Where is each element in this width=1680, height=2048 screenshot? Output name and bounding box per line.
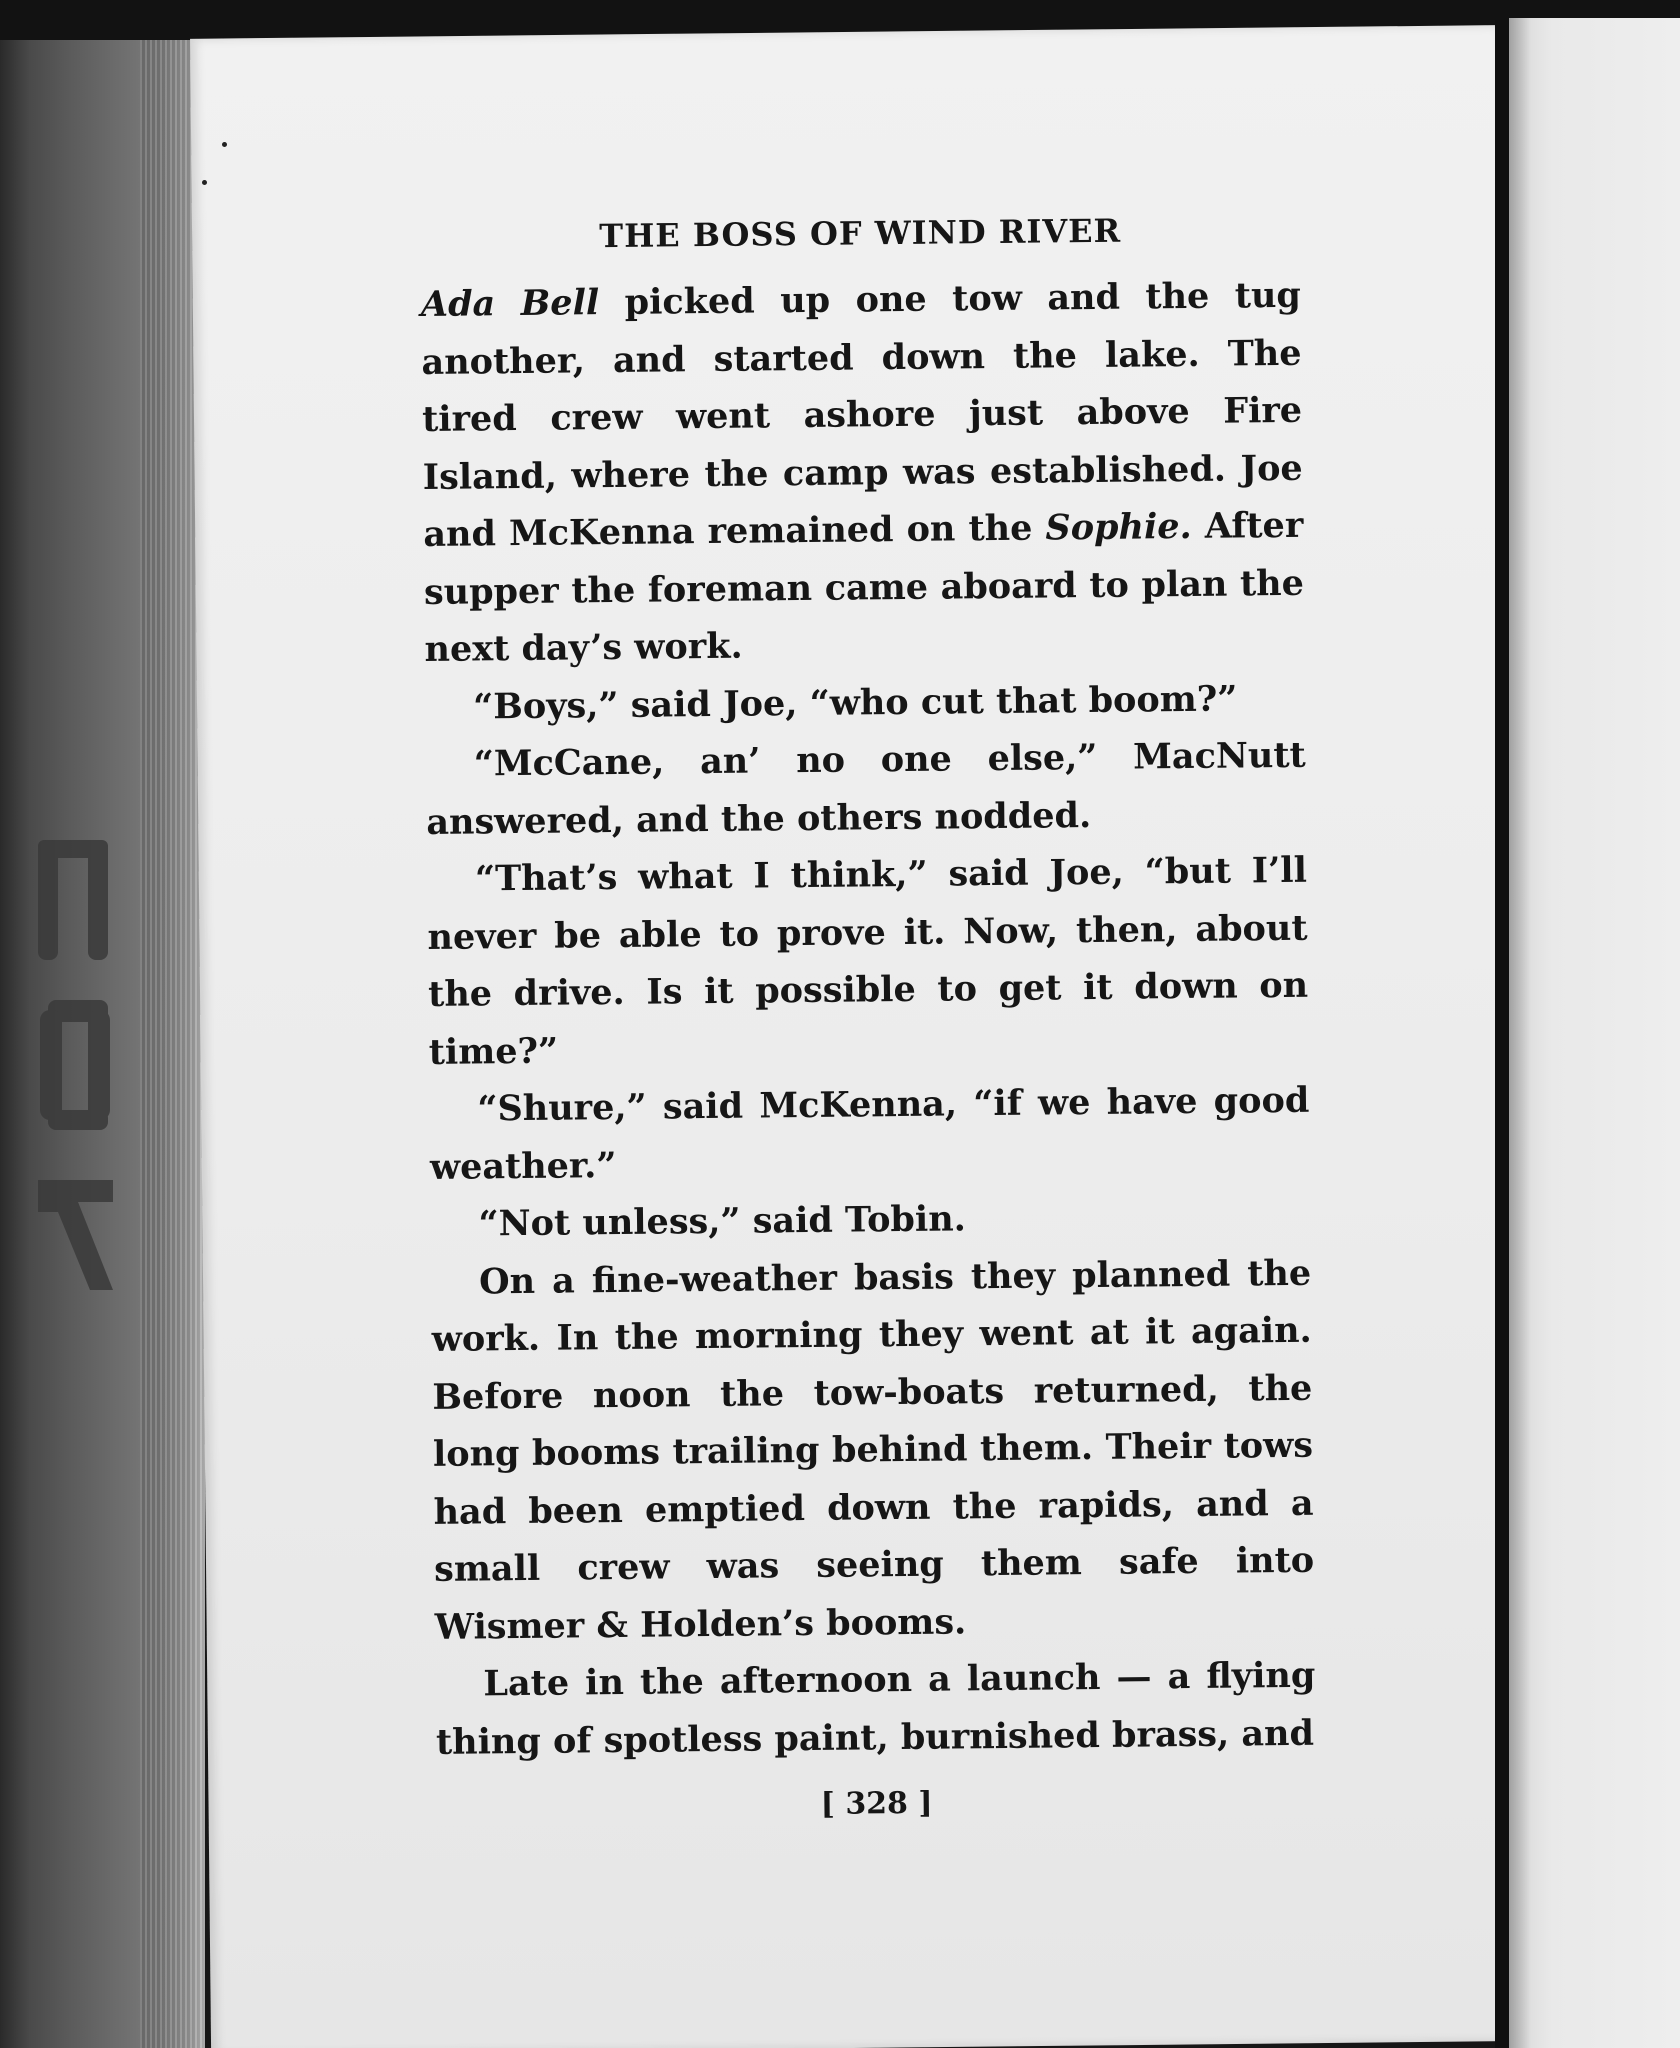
- facing-page: [1509, 18, 1680, 2048]
- italic-text: Sophie.: [1045, 505, 1192, 549]
- paragraph: [435, 1647, 1316, 1771]
- page-number: [ 328 ]: [820, 1785, 933, 1822]
- text-run: “That’s what I think,” said Joe, “but I’ll never be able to prove it. Now, then, about the drive. Is it possible to get it down on time?”: [427, 849, 1309, 1073]
- body-text: [421, 267, 1317, 1771]
- facing-page-shadow: [1509, 18, 1531, 2048]
- paragraph: [431, 1244, 1315, 1656]
- text-run: On a fine-weather basis they planned the work. In the morning they went at it again. Before noon the tow-boats returned, the long booms trailing behind them. Their tows had been emptied down the rapids, and a small crew was seeing them safe into Wismer & Holden’s booms.: [431, 1252, 1315, 1648]
- paragraph: [421, 267, 1305, 679]
- text-run: After supper the foreman came aboard to plan the next day’s work.: [423, 504, 1305, 670]
- spine-stamp-icon: [18, 820, 138, 1360]
- dust-speck: [202, 180, 207, 185]
- text-run: Late in the afternoon a launch — a flying thing of spotless paint, burnished brass, and: [435, 1654, 1316, 1763]
- text-run: “Not unless,” said Tobin.: [478, 1198, 967, 1245]
- text-run: picked up one tow and the tug another, and started down the lake. The tired crew went ashore just above Fire Island, where the camp was established. Joe and McKenna remained on the: [421, 274, 1303, 555]
- text-run: “McCane, an’ no one else,” MacNutt answered, and the others nodded.: [426, 734, 1306, 843]
- text-run: “Boys,” said Joe, “who cut that boom?”: [472, 677, 1238, 727]
- spine-stamp-graphic: [18, 820, 138, 1360]
- paragraph: [430, 1187, 1311, 1254]
- paragraph: [427, 842, 1309, 1081]
- paragraph: [425, 669, 1306, 736]
- dust-speck: [222, 142, 227, 147]
- page-gutter: [1495, 20, 1509, 2048]
- running-head: THE BOSS OF WIND RIVER: [599, 211, 1122, 256]
- italic-text: Ada Bell: [420, 282, 600, 325]
- paragraph: [429, 1072, 1310, 1196]
- paragraph: [425, 727, 1306, 851]
- text-run: “Shure,” said McKenna, “if we have good weather.”: [429, 1079, 1310, 1188]
- page-text: [420, 207, 1317, 1829]
